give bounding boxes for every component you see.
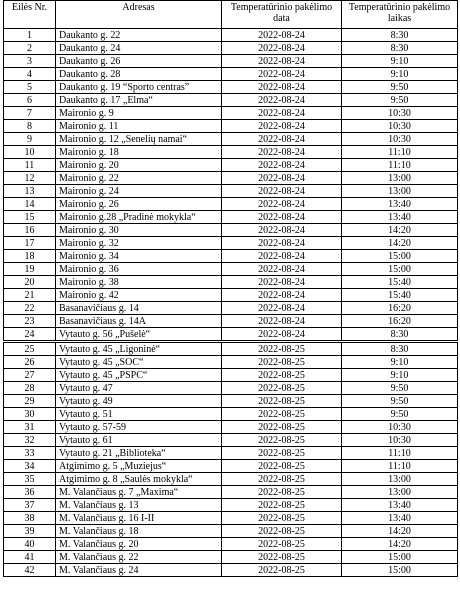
cell-nr: 26 <box>4 356 56 369</box>
cell-date: 2022-08-24 <box>222 224 342 237</box>
cell-date: 2022-08-24 <box>222 328 342 342</box>
cell-address: Vytauto g. 21 „Biblioteka“ <box>56 447 222 460</box>
cell-time: 10:30 <box>342 133 458 146</box>
table-row <box>4 525 458 538</box>
table-row <box>4 356 458 369</box>
cell-time: 15:40 <box>342 289 458 302</box>
cell-date: 2022-08-24 <box>222 133 342 146</box>
cell-nr: 2 <box>4 42 56 55</box>
table-row <box>4 564 458 577</box>
table-row <box>4 538 458 551</box>
cell-nr: 1 <box>4 29 56 42</box>
cell-date: 2022-08-24 <box>222 276 342 289</box>
cell-address: Maironio g. 11 <box>56 120 222 133</box>
cell-nr: 34 <box>4 460 56 473</box>
cell-time: 11:10 <box>342 460 458 473</box>
table-row <box>4 29 458 42</box>
cell-address: Vytauto g. 61 <box>56 434 222 447</box>
cell-date: 2022-08-25 <box>222 499 342 512</box>
table-row <box>4 499 458 512</box>
cell-nr: 32 <box>4 434 56 447</box>
cell-nr: 39 <box>4 525 56 538</box>
cell-date: 2022-08-25 <box>222 356 342 369</box>
cell-nr: 17 <box>4 237 56 250</box>
cell-address: Maironio g. 42 <box>56 289 222 302</box>
cell-nr: 15 <box>4 211 56 224</box>
table-row <box>4 94 458 107</box>
cell-date: 2022-08-24 <box>222 68 342 81</box>
cell-time: 9:10 <box>342 356 458 369</box>
cell-time: 13:40 <box>342 198 458 211</box>
cell-address: Vytauto g. 45 „Ligoninė“ <box>56 342 222 356</box>
cell-address: Maironio g. 34 <box>56 250 222 263</box>
cell-address: Vytauto g. 45 „SOC“ <box>56 356 222 369</box>
cell-nr: 30 <box>4 408 56 421</box>
cell-time: 8:30 <box>342 342 458 356</box>
table-row <box>4 512 458 525</box>
cell-nr: 29 <box>4 395 56 408</box>
cell-nr: 14 <box>4 198 56 211</box>
cell-time: 15:00 <box>342 564 458 577</box>
cell-time: 15:00 <box>342 250 458 263</box>
cell-address: Maironio g. 26 <box>56 198 222 211</box>
table-row <box>4 237 458 250</box>
header-time: Temperatūrinio pakėlimo laikas <box>342 1 458 29</box>
cell-nr: 20 <box>4 276 56 289</box>
cell-date: 2022-08-24 <box>222 42 342 55</box>
cell-nr: 33 <box>4 447 56 460</box>
cell-time: 13:40 <box>342 211 458 224</box>
cell-time: 9:10 <box>342 369 458 382</box>
cell-address: Daukanto g. 24 <box>56 42 222 55</box>
cell-nr: 13 <box>4 185 56 198</box>
cell-address: Daukanto g. 26 <box>56 55 222 68</box>
cell-time: 11:10 <box>342 159 458 172</box>
cell-address: M. Valančiaus g. 22 <box>56 551 222 564</box>
cell-time: 13:40 <box>342 499 458 512</box>
header-nr: Eilės Nr. <box>4 1 56 29</box>
cell-time: 14:20 <box>342 224 458 237</box>
table-row <box>4 185 458 198</box>
table-row <box>4 42 458 55</box>
table-row <box>4 328 458 342</box>
cell-time: 13:00 <box>342 486 458 499</box>
header-row <box>4 1 458 29</box>
cell-address: Daukanto g. 17 „Elma“ <box>56 94 222 107</box>
cell-address: Maironio g. 38 <box>56 276 222 289</box>
cell-time: 10:30 <box>342 107 458 120</box>
cell-address: Maironio g. 36 <box>56 263 222 276</box>
cell-time: 13:40 <box>342 512 458 525</box>
cell-time: 9:10 <box>342 68 458 81</box>
table-body <box>4 29 458 577</box>
table-row <box>4 250 458 263</box>
table-row <box>4 159 458 172</box>
cell-nr: 12 <box>4 172 56 185</box>
cell-time: 16:20 <box>342 302 458 315</box>
cell-time: 9:50 <box>342 395 458 408</box>
table-row <box>4 447 458 460</box>
cell-address: Maironio g. 32 <box>56 237 222 250</box>
cell-address: Vytauto g. 51 <box>56 408 222 421</box>
cell-nr: 7 <box>4 107 56 120</box>
cell-date: 2022-08-24 <box>222 120 342 133</box>
cell-date: 2022-08-24 <box>222 263 342 276</box>
cell-date: 2022-08-25 <box>222 434 342 447</box>
cell-nr: 4 <box>4 68 56 81</box>
table-row <box>4 81 458 94</box>
cell-address: Maironio g. 30 <box>56 224 222 237</box>
cell-nr: 10 <box>4 146 56 159</box>
cell-date: 2022-08-25 <box>222 447 342 460</box>
cell-nr: 9 <box>4 133 56 146</box>
table-row <box>4 486 458 499</box>
cell-date: 2022-08-25 <box>222 382 342 395</box>
table-row <box>4 395 458 408</box>
cell-time: 15:00 <box>342 263 458 276</box>
cell-time: 14:20 <box>342 538 458 551</box>
table-row <box>4 302 458 315</box>
cell-date: 2022-08-24 <box>222 198 342 211</box>
table-row <box>4 146 458 159</box>
cell-time: 9:50 <box>342 382 458 395</box>
table-row <box>4 551 458 564</box>
cell-date: 2022-08-24 <box>222 185 342 198</box>
cell-address: Maironio g. 24 <box>56 185 222 198</box>
cell-date: 2022-08-25 <box>222 408 342 421</box>
cell-nr: 6 <box>4 94 56 107</box>
cell-time: 10:30 <box>342 421 458 434</box>
cell-nr: 25 <box>4 342 56 356</box>
table-row <box>4 107 458 120</box>
cell-date: 2022-08-24 <box>222 81 342 94</box>
cell-nr: 16 <box>4 224 56 237</box>
cell-date: 2022-08-25 <box>222 369 342 382</box>
cell-nr: 35 <box>4 473 56 486</box>
cell-date: 2022-08-25 <box>222 460 342 473</box>
cell-date: 2022-08-24 <box>222 94 342 107</box>
cell-address: Vytauto g. 47 <box>56 382 222 395</box>
cell-time: 15:00 <box>342 551 458 564</box>
cell-nr: 28 <box>4 382 56 395</box>
table-row <box>4 473 458 486</box>
schedule-table <box>3 0 458 577</box>
cell-date: 2022-08-24 <box>222 172 342 185</box>
cell-address: M. Valančiaus g. 13 <box>56 499 222 512</box>
cell-time: 14:20 <box>342 525 458 538</box>
table-row <box>4 224 458 237</box>
cell-date: 2022-08-25 <box>222 512 342 525</box>
table-row <box>4 68 458 81</box>
cell-address: Vytauto g. 56 „Pušelė“ <box>56 328 222 342</box>
cell-address: Maironio g. 20 <box>56 159 222 172</box>
table-row <box>4 460 458 473</box>
cell-address: Basanavičiaus g. 14A <box>56 315 222 328</box>
header-date: Temperatūrinio pakėlimo data <box>222 1 342 29</box>
cell-time: 8:30 <box>342 42 458 55</box>
cell-date: 2022-08-24 <box>222 237 342 250</box>
cell-date: 2022-08-25 <box>222 395 342 408</box>
cell-nr: 23 <box>4 315 56 328</box>
table-row <box>4 434 458 447</box>
cell-address: Maironio g. 12 „Senelių namai“ <box>56 133 222 146</box>
cell-address: Maironio g. 22 <box>56 172 222 185</box>
cell-time: 15:40 <box>342 276 458 289</box>
cell-nr: 37 <box>4 499 56 512</box>
cell-nr: 18 <box>4 250 56 263</box>
cell-time: 13:00 <box>342 185 458 198</box>
cell-date: 2022-08-24 <box>222 211 342 224</box>
table-row <box>4 276 458 289</box>
cell-time: 9:50 <box>342 81 458 94</box>
cell-nr: 19 <box>4 263 56 276</box>
cell-time: 13:00 <box>342 473 458 486</box>
cell-address: Vytauto g. 45 „PSPC“ <box>56 369 222 382</box>
cell-address: Basanavičiaus g. 14 <box>56 302 222 315</box>
cell-address: Maironio g. 18 <box>56 146 222 159</box>
cell-date: 2022-08-25 <box>222 564 342 577</box>
cell-time: 16:20 <box>342 315 458 328</box>
table-row <box>4 369 458 382</box>
cell-date: 2022-08-24 <box>222 29 342 42</box>
cell-time: 13:00 <box>342 172 458 185</box>
cell-date: 2022-08-24 <box>222 289 342 302</box>
cell-address: Daukanto g. 22 <box>56 29 222 42</box>
cell-nr: 11 <box>4 159 56 172</box>
cell-nr: 27 <box>4 369 56 382</box>
header-address: Adresas <box>56 1 222 29</box>
table-row <box>4 263 458 276</box>
cell-date: 2022-08-25 <box>222 486 342 499</box>
cell-nr: 42 <box>4 564 56 577</box>
cell-date: 2022-08-25 <box>222 538 342 551</box>
cell-date: 2022-08-25 <box>222 421 342 434</box>
table-row <box>4 342 458 356</box>
cell-nr: 31 <box>4 421 56 434</box>
cell-address: Vytauto g. 49 <box>56 395 222 408</box>
cell-time: 8:30 <box>342 328 458 342</box>
table-row <box>4 120 458 133</box>
table-row <box>4 133 458 146</box>
table-row <box>4 198 458 211</box>
cell-address: Maironio g. 9 <box>56 107 222 120</box>
cell-date: 2022-08-25 <box>222 342 342 356</box>
table-row <box>4 382 458 395</box>
cell-date: 2022-08-25 <box>222 551 342 564</box>
table-row <box>4 315 458 328</box>
table-row <box>4 55 458 68</box>
cell-address: M. Valančiaus g. 16 I-II <box>56 512 222 525</box>
cell-date: 2022-08-24 <box>222 315 342 328</box>
table-row <box>4 172 458 185</box>
cell-time: 14:20 <box>342 237 458 250</box>
cell-time: 10:30 <box>342 434 458 447</box>
table-row <box>4 211 458 224</box>
cell-nr: 3 <box>4 55 56 68</box>
cell-address: M. Valančiaus g. 20 <box>56 538 222 551</box>
cell-time: 10:30 <box>342 120 458 133</box>
cell-nr: 38 <box>4 512 56 525</box>
cell-nr: 5 <box>4 81 56 94</box>
cell-address: Maironio g.28 „Pradinė mokykla“ <box>56 211 222 224</box>
cell-nr: 36 <box>4 486 56 499</box>
table-row <box>4 408 458 421</box>
cell-nr: 41 <box>4 551 56 564</box>
cell-date: 2022-08-24 <box>222 159 342 172</box>
cell-date: 2022-08-24 <box>222 302 342 315</box>
cell-address: M. Valančiaus g. 18 <box>56 525 222 538</box>
cell-date: 2022-08-25 <box>222 473 342 486</box>
cell-date: 2022-08-25 <box>222 525 342 538</box>
cell-address: Atgimimo g. 5 „Muziejus“ <box>56 460 222 473</box>
table-row <box>4 421 458 434</box>
cell-nr: 22 <box>4 302 56 315</box>
cell-address: Vytauto g. 57-59 <box>56 421 222 434</box>
cell-date: 2022-08-24 <box>222 250 342 263</box>
cell-time: 9:10 <box>342 55 458 68</box>
cell-address: Daukanto g. 28 <box>56 68 222 81</box>
cell-time: 11:10 <box>342 146 458 159</box>
cell-address: M. Valančiaus g. 24 <box>56 564 222 577</box>
cell-address: M. Valančiaus g. 7 „Maxima“ <box>56 486 222 499</box>
cell-date: 2022-08-24 <box>222 107 342 120</box>
cell-date: 2022-08-24 <box>222 146 342 159</box>
cell-nr: 21 <box>4 289 56 302</box>
table-row <box>4 289 458 302</box>
cell-time: 11:10 <box>342 447 458 460</box>
cell-time: 8:30 <box>342 29 458 42</box>
cell-nr: 40 <box>4 538 56 551</box>
cell-address: Daukanto g. 19 “Sporto centras” <box>56 81 222 94</box>
cell-nr: 8 <box>4 120 56 133</box>
cell-time: 9:50 <box>342 408 458 421</box>
cell-address: Atgimimo g. 8 „Saulės mokykla“ <box>56 473 222 486</box>
cell-nr: 24 <box>4 328 56 342</box>
cell-time: 9:50 <box>342 94 458 107</box>
cell-date: 2022-08-24 <box>222 55 342 68</box>
